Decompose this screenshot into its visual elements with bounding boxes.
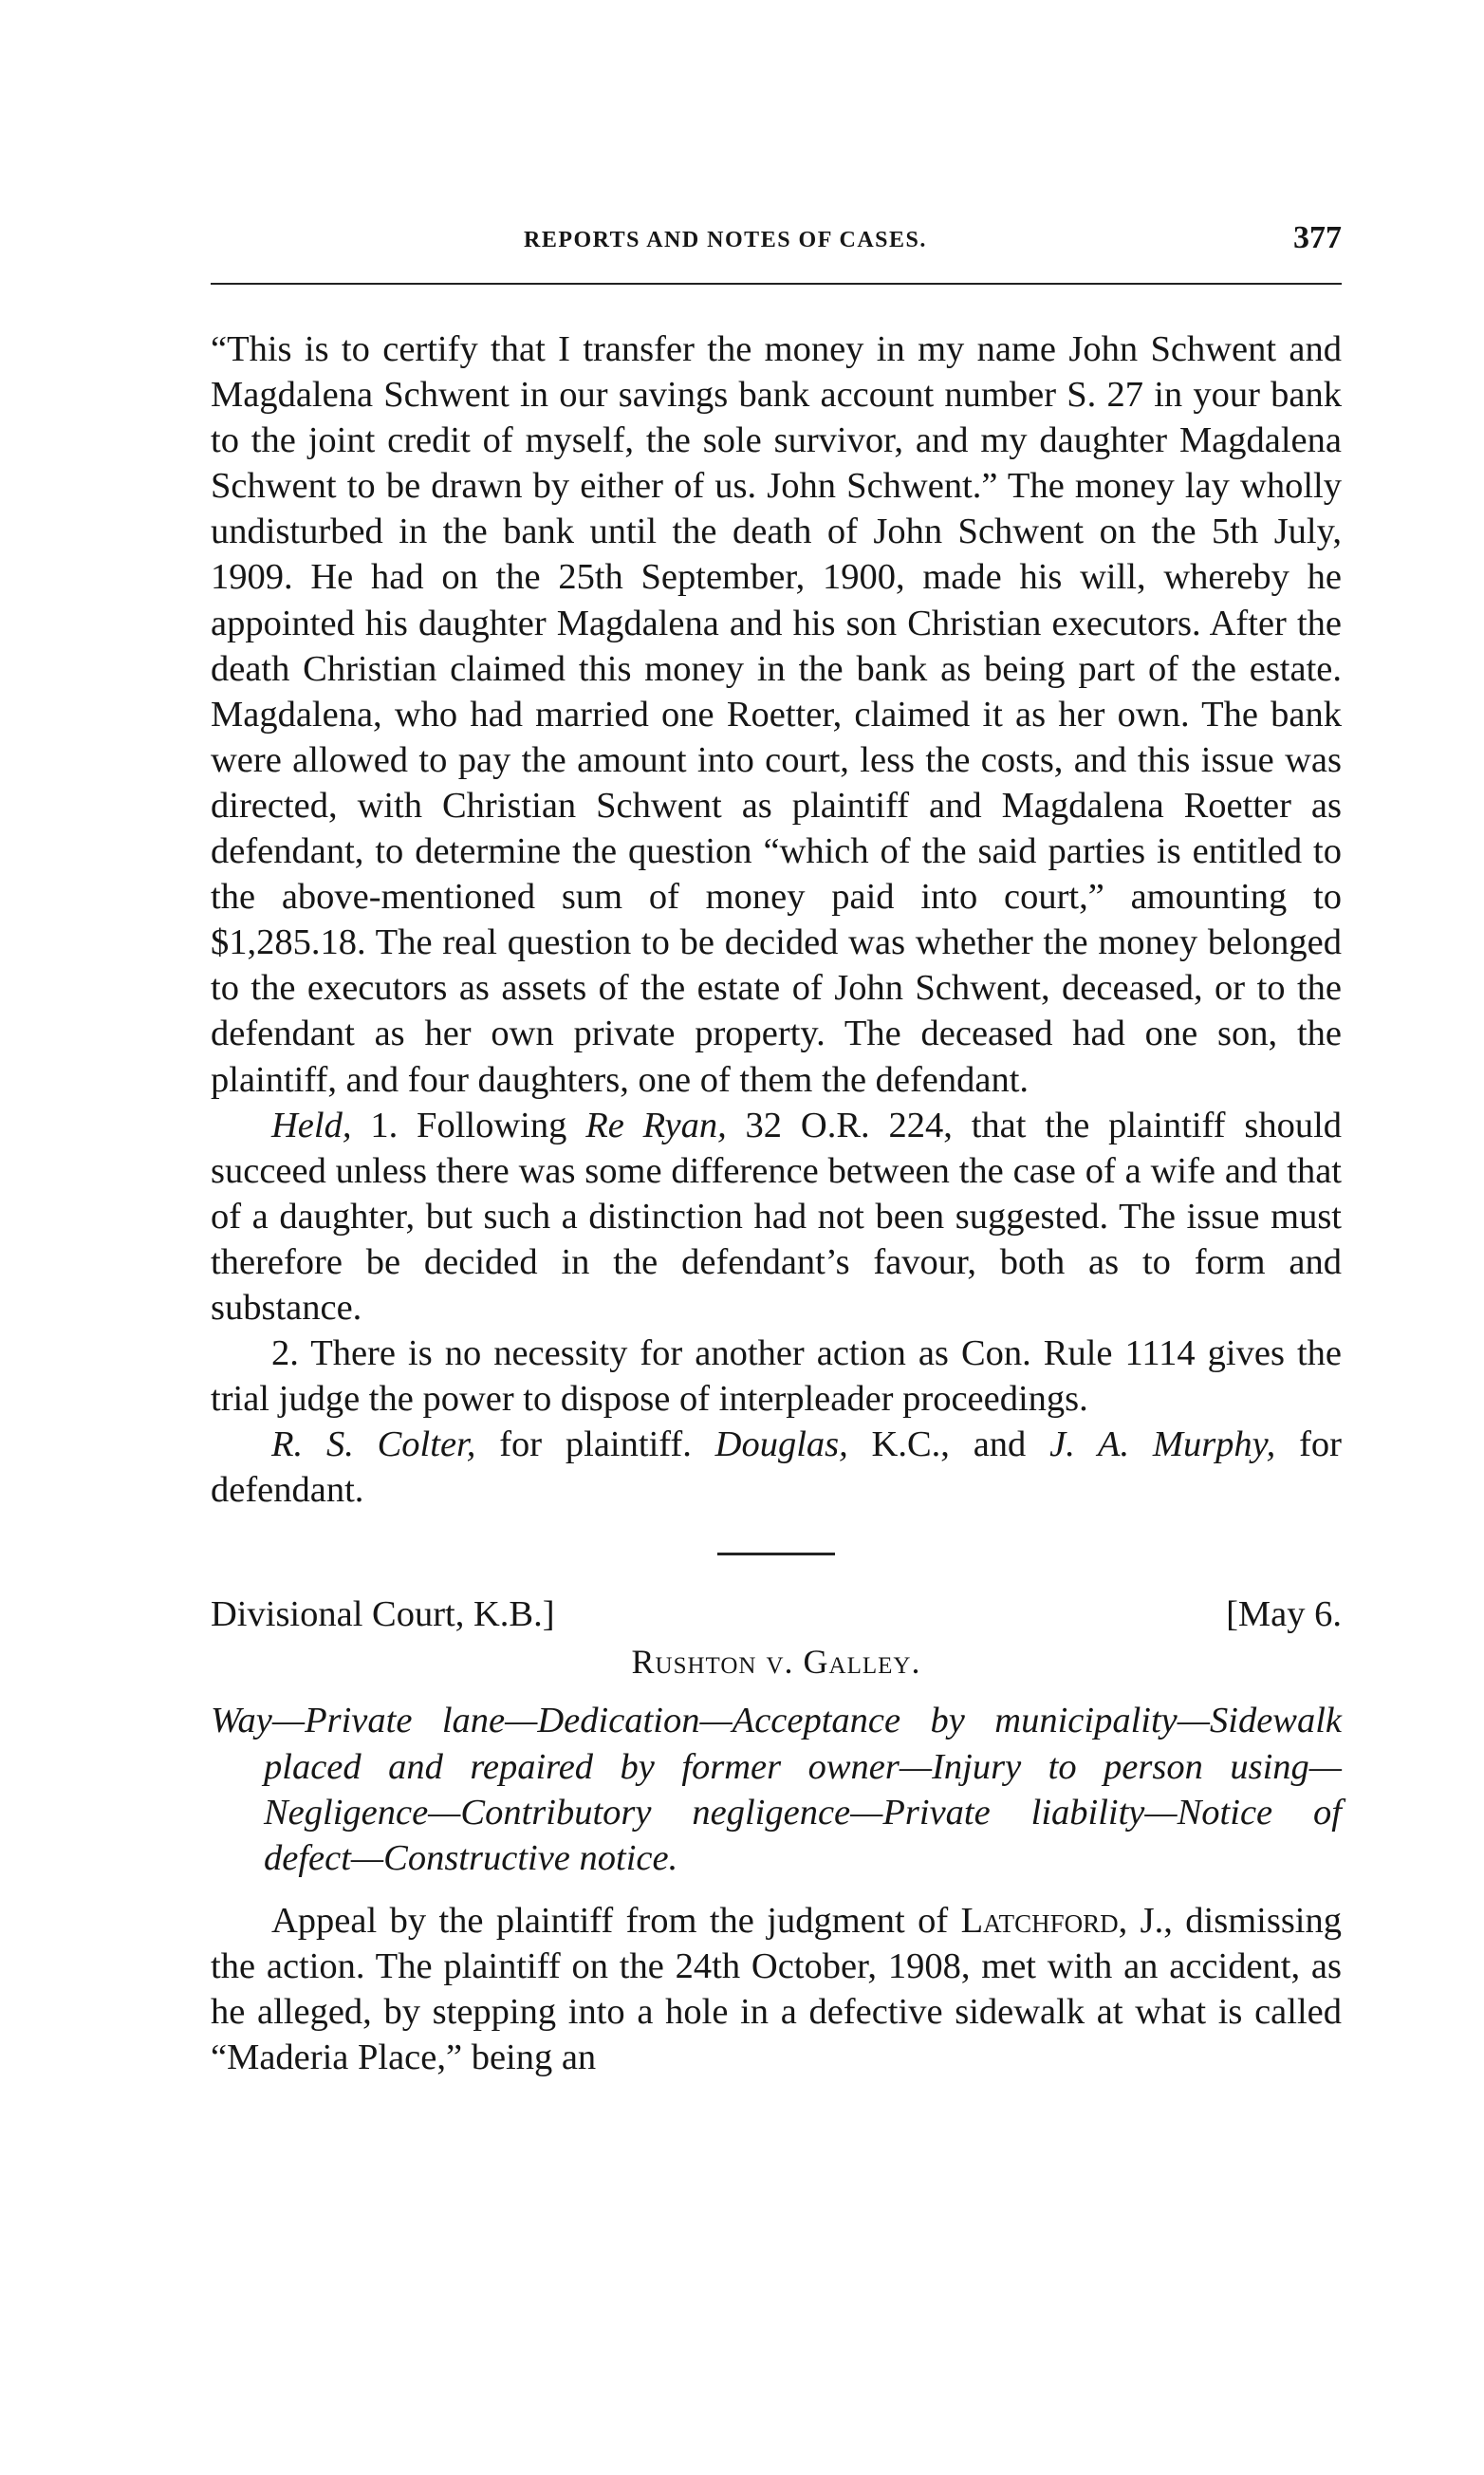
held-1-text-b: 32 O.R. 224, that the plaintiff should succeed unless there was some difference between the case of a wife and that of a daughter, but such a distinction had not been suggested. The issue must therefore be decided in the defendant’s favour, both as to form and substance. (211, 1105, 1343, 1328)
running-header (211, 216, 1342, 260)
counsel-defendant-name-1: Douglas, (714, 1424, 848, 1465)
counsel-defendant-role: for defendant. (211, 1424, 1342, 1511)
cited-case: Re Ryan, (585, 1105, 727, 1145)
counsel-defendant-name-2: J. A. Murphy, (1049, 1424, 1276, 1465)
held-label: Held, (271, 1105, 352, 1145)
held-1-text-a: 1. Following (351, 1105, 586, 1145)
headnote: Way—Private lane—Dedication—Acceptance by municipality—Sidewalk placed and repaired by former owner—Injury to person using—Negligence—Contributory negligence—Private liability—Notice of defect—Constructive notice. (211, 1701, 1342, 1878)
case-separator-rule (717, 1553, 835, 1555)
court-name: Divisional Court, K.B.] (211, 1594, 555, 1635)
header-rule (211, 283, 1342, 285)
running-title: REPORTS AND NOTES OF CASES. (524, 228, 927, 252)
counsel-plaintiff-role: for plaintiff. (475, 1424, 715, 1465)
decision-date: [May 6. (1226, 1594, 1342, 1635)
held-paragraph-1 (211, 1103, 1342, 1331)
court-line (211, 1591, 1342, 1639)
page (211, 216, 1342, 2080)
appeal-paragraph (211, 1898, 1342, 2080)
page-number: 377 (1293, 220, 1342, 255)
judge-name: Latchford (960, 1900, 1119, 1941)
counsel-plaintiff-name: R. S. Colter, (271, 1424, 476, 1465)
case-title: Rushton v. Galley. (631, 1643, 921, 1682)
statement-paragraph: “This is to certify that I transfer the money in my name John Schwent and Magdalena Schwent in our savings bank account number S. 27 in your bank to the joint credit of myself, the sole survivor, and my daughter Magdalena Schwent to be drawn by either of us. John Schwent.” The money lay wholly undisturbed in the bank until the death of John Schwent on the 5th July, 1909. He had on the 25th September, 1900, made his will, whereby he appointed his daughter Magdalena and his son Christian executors. After the death Christian claimed this money in the bank as being part of the estate. Magdalena, who had married one Roetter, claimed it as her own. The bank were allowed to pay the amount into court, less the costs, and this issue was directed, with Christian Schwent as plaintiff and Magdalena Roetter as defendant, to determine the question “which of the said parties is entitled to the above-mentioned sum of money paid into court,” amounting to $1,285.18. The real question to be decided was whether the money belonged to the executors as assets of the estate of John Schwent, deceased, or to the defendant as her own private property. The deceased had one son, the plaintiff, and four daughters, one of them the defendant. (211, 329, 1342, 1100)
appeal-text-b: , J., dismissing the action. The plaintiff on the 24th October, 1908, met with an accident, as he alleged, by stepping into a hole in a defective sidewalk at what is called “Maderia Place,” being an (211, 1900, 1343, 2078)
case-body (211, 1898, 1342, 2080)
appeal-text-a: Appeal by the plaintiff from the judgment of (271, 1900, 961, 1941)
counsel-paragraph (211, 1422, 1342, 1513)
held-paragraph-2: 2. There is no necessity for another action as Con. Rule 1114 gives the trial judge the power to dispose of interpleader proceedings. (211, 1333, 1342, 1420)
case-continuation (211, 326, 1342, 1513)
counsel-defendant-kc: K.C., and (847, 1424, 1050, 1465)
